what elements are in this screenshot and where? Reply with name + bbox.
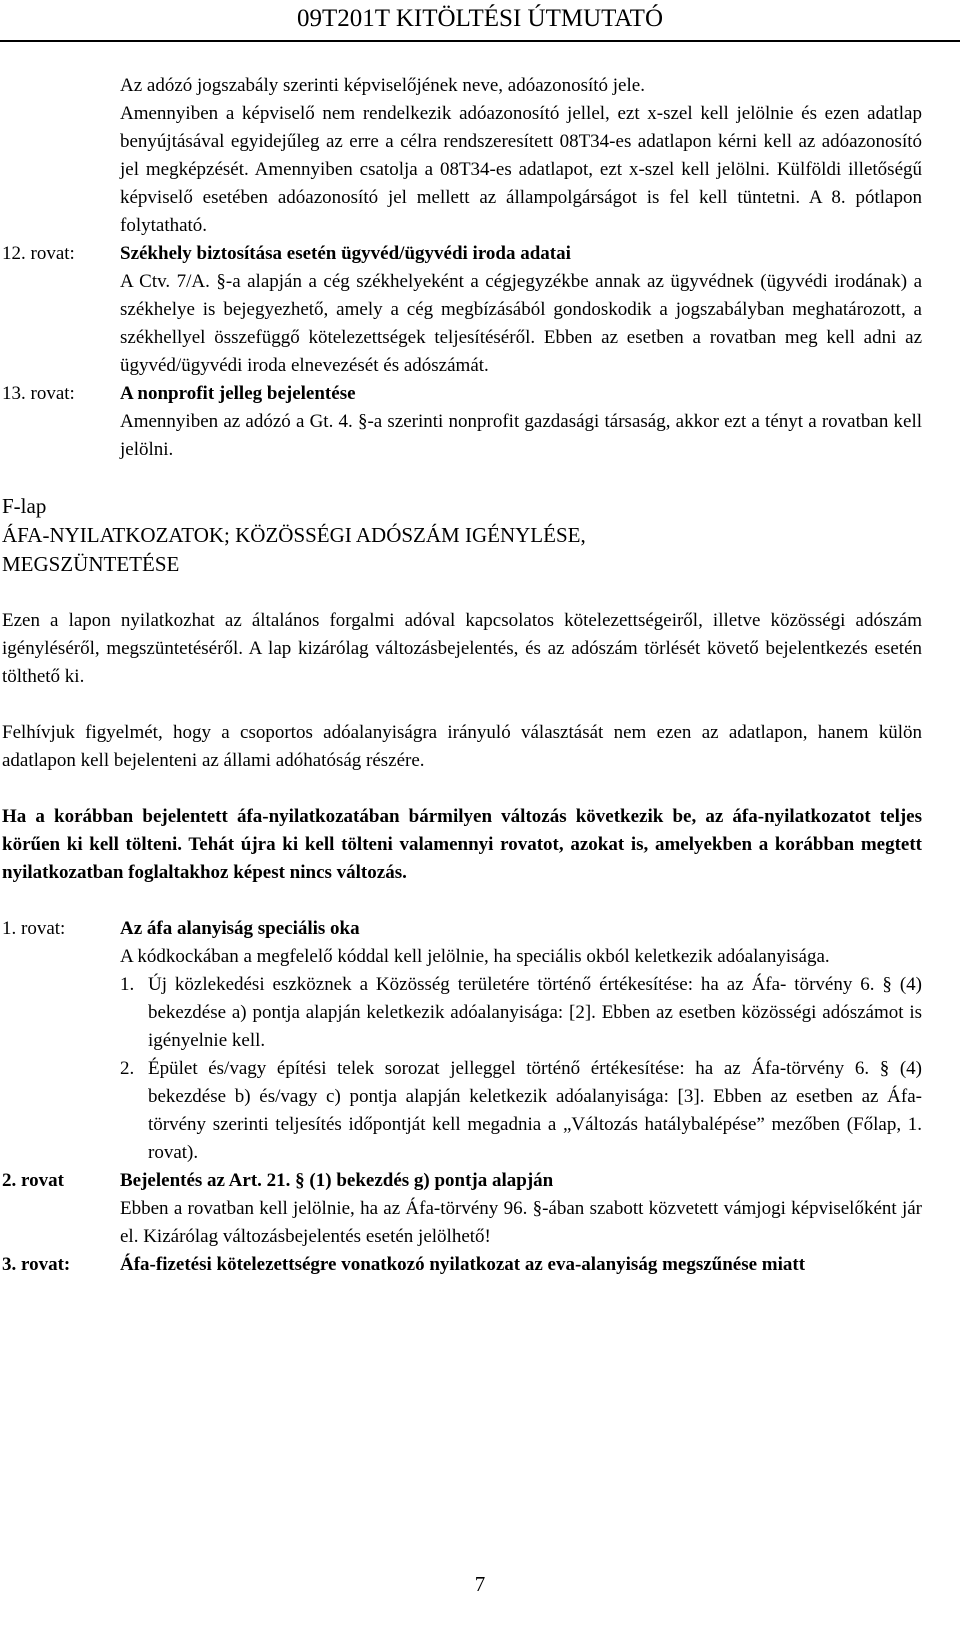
rovat-12-title: Székhely biztosítása esetén ügyvéd/ügyvédi iroda adatai [120, 243, 571, 264]
rovat-13-section [0, 380, 960, 464]
rovat-12-section [0, 240, 960, 380]
header-divider [0, 40, 960, 42]
intro-paragraph: Amennyiben a képviselő nem rendelkezik adóazonosító jellel, ezt x-szel kell jelölnie és ezen adatlap benyújtásával egyidejűleg az erre a célra rendszeresített 08T34-es adatlapon kérni kell az adóazonosító jel megképzését. Amennyiben csatolja a 08T34-es adatlapot, ezt x-szel kell jelölni. Külföldi illetőségű képviselő esetében adóazonosító jel mellett az állampolgárságot is fel kell tüntetni. A 8. pótlapon folytatható. [120, 103, 922, 236]
list-item-text: Új közlekedési eszköznek a Közösség területére történő értékesítése: ha az Áfa- törvény 6. § (4) bekezdése a) pontja alapján keletkezik adóalanyisága: [2]. Ebben az esetben közösségi adószámot is igényelnie kell. [148, 974, 922, 1051]
flap-title-line-1: ÁFA-NYILATKOZATOK; KÖZÖSSÉGI ADÓSZÁM IGÉNYLÉSE, [2, 523, 586, 547]
rovat-3-label: 3. rovat: [2, 1254, 71, 1275]
flap-paragraph-1: Ezen a lapon nyilatkozhat az általános forgalmi adóval kapcsolatos kötelezettségeiről, illetve közösségi adószám igényléséről, megszüntetéséről. A lap kizárólag változásbejelentés, és az adószám törlését követő bejelentkezés esetén tölthető ki. [2, 610, 922, 687]
list-item [120, 971, 922, 1055]
rovat-1-title: Az áfa alanyiság speciális oka [120, 918, 360, 939]
rovat-1-label: 1. rovat: [2, 918, 66, 939]
page-header-title: 09T201T KITÖLTÉSI ÚTMUTATÓ [296, 5, 664, 32]
rovat-1-list [120, 971, 922, 1167]
rovat-13-text: Amennyiben az adózó a Gt. 4. §-a szerinti nonprofit gazdasági társaság, akkor ezt a tényt a rovatban kell jelölni. [120, 411, 922, 460]
list-item-number: 2. [120, 1058, 135, 1079]
rovat-2-text: Ebben a rovatban kell jelölnie, ha az Áfa-törvény 96. §-ában szabott közvetett vámjogi képviselőként jár el. Kizárólag változásbejelentés esetén jelölhető! [120, 1198, 922, 1247]
rovat-2-title: Bejelentés az Art. 21. § (1) bekezdés g) pontja alapján [120, 1170, 554, 1191]
rovat-3-section [0, 1251, 960, 1279]
rovat-2-section [0, 1167, 960, 1251]
rovat-12-label: 12. rovat: [2, 243, 75, 264]
rovat-1-section [0, 915, 960, 1167]
page-content [0, 72, 960, 1279]
rovat-12-text: A Ctv. 7/A. §-a alapján a cég székhelyeként a cégjegyzékbe annak az ügyvédnek (ügyvédi irodának) a székhelye is bejegyezhető, amely a cég megbízásából gondoskodik a jogszabályban meghatározott, a székhellyel összefüggő kötelezettségek teljesítéséről. Ebben az esetben a rovatban meg kell adni az ügyvéd/ügyvédi iroda elnevezését és adószámát. [120, 271, 922, 376]
intro-line: Az adózó jogszabály szerinti képviselőjének neve, adóazonosító jele. [120, 75, 645, 96]
list-item-number: 1. [120, 974, 135, 995]
rovat-13-label: 13. rovat: [2, 383, 75, 404]
rovat-13-title: A nonprofit jelleg bejelentése [120, 383, 356, 404]
rovat-1-text: A kódkockában a megfelelő kóddal kell jelölnie, ha speciális okból keletkezik adóalanyisága. [120, 946, 830, 967]
list-item-text: Épület és/vagy építési telek sorozat jelleggel történő értékesítése: ha az Áfa-törvény 6. § (4) bekezdése b) és/vagy c) pontja alapján keletkezik adóalanyisága: [3]. Ebben az esetben az Áfa-törvény szerinti teljesítés időpontját kell megadnia a „Változás hatálybalépése” mezőben (Főlap, 1. rovat). [148, 1058, 922, 1163]
rovat-2-label: 2. rovat [2, 1170, 64, 1191]
flap-label: F-lap [2, 494, 47, 518]
flap-title-line-2: MEGSZÜNTETÉSE [2, 552, 180, 576]
page-number: 7 [474, 1572, 486, 1596]
flap-paragraph-2: Felhívjuk figyelmét, hogy a csoportos adóalanyiságra irányuló választását nem ezen az adatlapon, hanem külön adatlapon kell bejelenteni az állami adóhatóság részére. [2, 722, 922, 771]
list-item [120, 1055, 922, 1167]
flap-paragraph-3: Ha a korábban bejelentett áfa-nyilatkozatában bármilyen változás következik be, az áfa-nyilatkozatot teljes körűen ki kell tölteni. Tehát újra ki kell tölteni valamennyi rovatot, azokat is, amelyekben a korábban megtett nyilatkozatban foglaltakhoz képest nincs változás. [2, 806, 922, 883]
rovat-3-title: Áfa-fizetési kötelezettségre vonatkozó nyilatkozat az eva-alanyiság megszűnése miatt [120, 1254, 806, 1275]
